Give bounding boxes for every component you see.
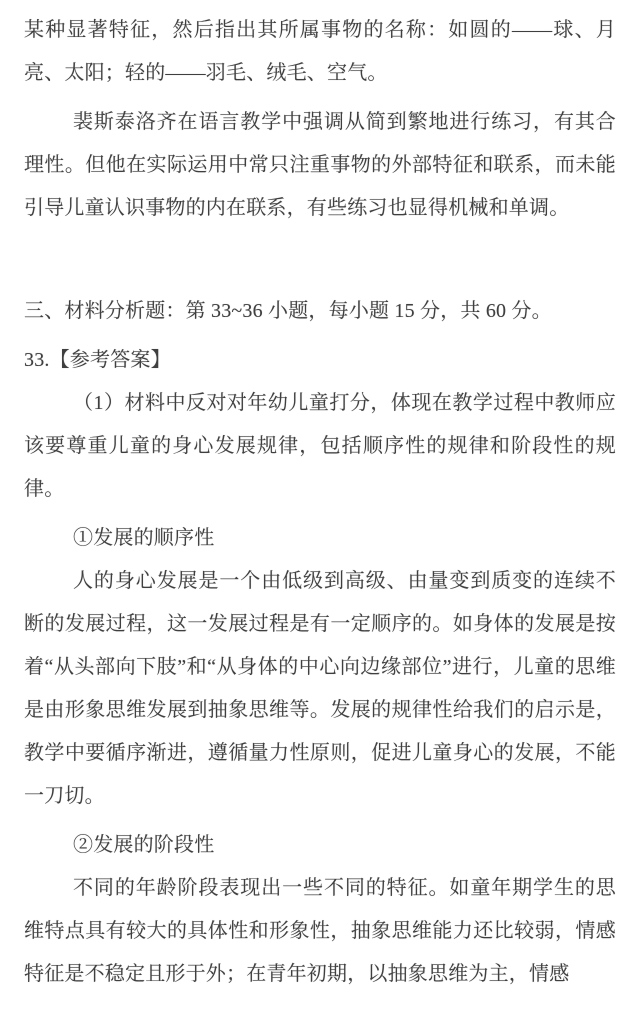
- section-heading: 三、材料分析题：第 33~36 小题，每小题 15 分，共 60 分。: [24, 300, 552, 322]
- answer-intro-paragraph: （1）材料中反对对年幼儿童打分，体现在教学过程中教师应该要尊重儿童的身心发展规律，包括顺序性的规律和阶段性的规律。: [24, 392, 616, 500]
- point-1-body: 人的身心发展是一个由低级到高级、由量变到质变的连续不断的发展过程，这一发展过程是有一定顺序的。如身体的发展是按着“从头部向下肢”和“从身体的中心向边缘部位”进行，儿童的思维是由形象思维发展到抽象思维等。发展的规律性给我们的启示是，教学中要循序渐进，遵循量力性原则，促进儿童身心的发展，不能一刀切。: [24, 570, 616, 807]
- body-paragraph-continuation: 某种显著特征，然后指出其所属事物的名称：如圆的——球、月亮、太阳；轻的——羽毛、绒毛、空气。: [24, 19, 616, 84]
- point-2-heading: ②发展的阶段性: [73, 834, 215, 856]
- point-2-body: 不同的年龄阶段表现出一些不同的特征。如童年期学生的思维特点具有较大的具体性和形象性，抽象思维能力还比较弱，情感特征是不稳定且形于外；在青年初期，以抽象思维为主，情感: [24, 877, 616, 985]
- point-1-heading: ①发展的顺序性: [73, 527, 215, 549]
- section-gap: [24, 236, 616, 290]
- body-paragraph-pestalozzi: 裴斯泰洛齐在语言教学中强调从简到繁地进行练习，有其合理性。但他在实际运用中常只注重事物的外部特征和联系，而未能引导儿童认识事物的内在联系，有些练习也显得机械和单调。: [24, 111, 616, 219]
- answer-label: 33.【参考答案】: [24, 349, 171, 371]
